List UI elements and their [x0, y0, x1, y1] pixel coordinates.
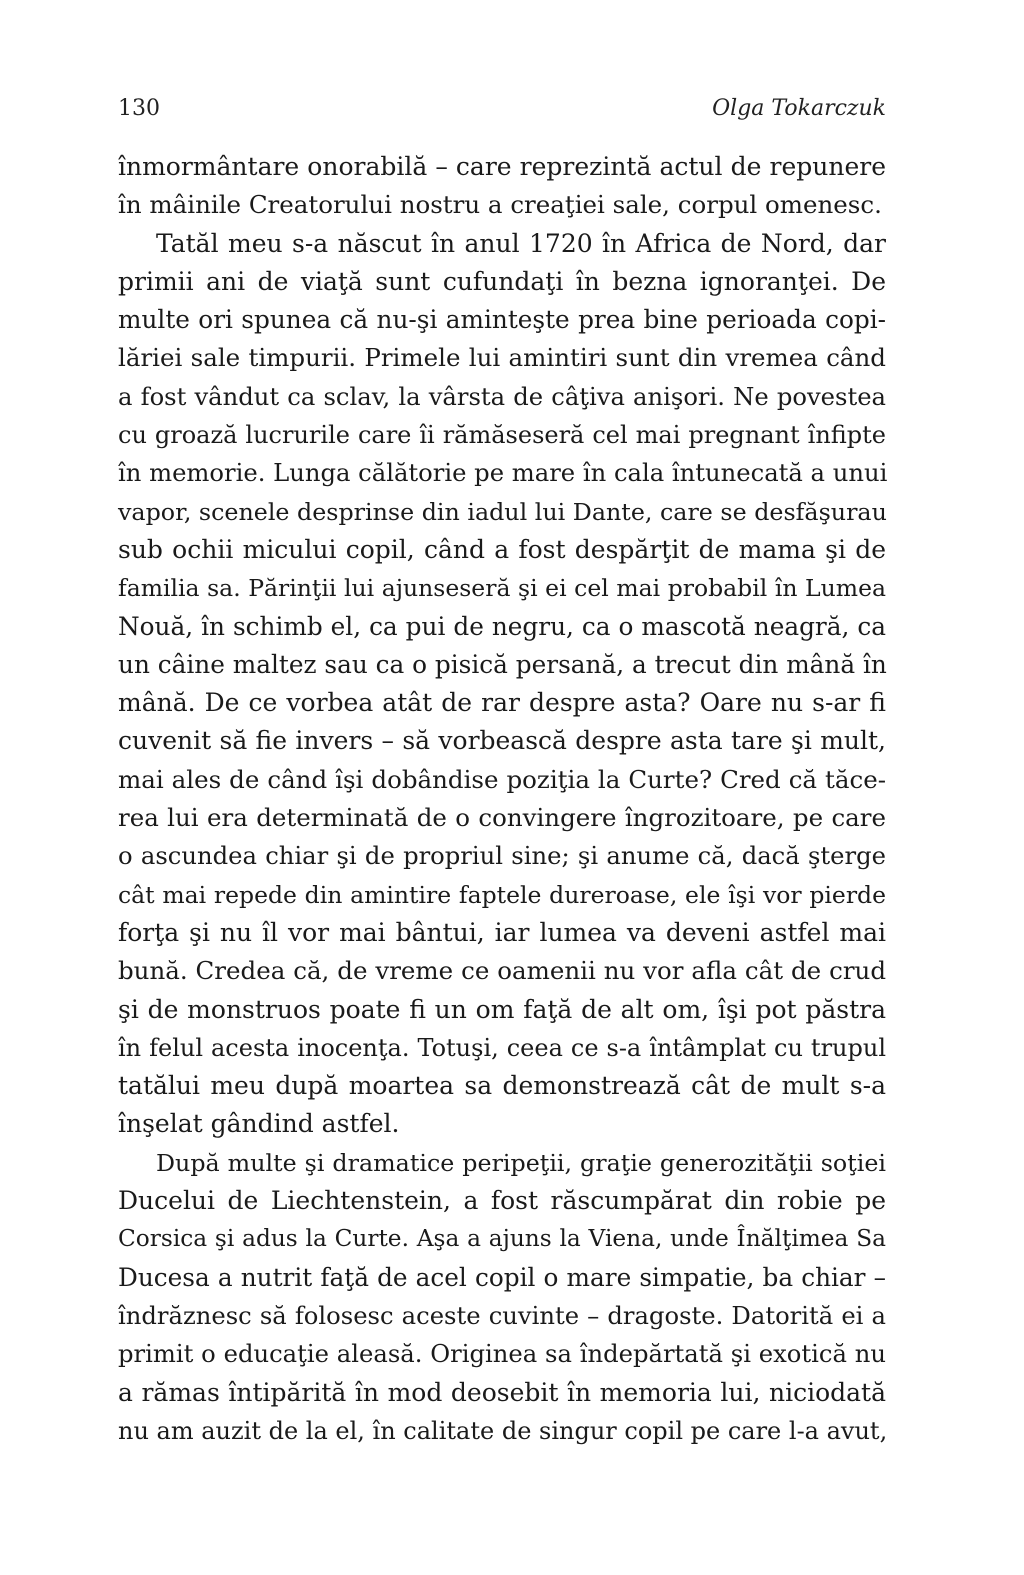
text-line: a rămas întipărită în mod deosebit în memoria lui, niciodată — [118, 1377, 886, 1407]
text-line: înmormântare onorabilă – care reprezintă actul de repunere — [118, 152, 886, 181]
text-line: Tatăl meu s-a născut în anul 1720 în Africa de Nord, dar — [156, 228, 886, 258]
text-line: în mâinile Creatorului nostru a creaţiei sale, corpul omenesc. — [118, 190, 882, 220]
text-line: familia sa. Părinţii lui ajunseseră şi ei cel mai probabil în Lumea — [118, 574, 886, 603]
text-line: o ascundea chiar şi de propriul sine; şi anume că, dacă şterge — [118, 841, 886, 871]
page-number: 130 — [118, 96, 160, 121]
text-line: mână. De ce vorbea atât de rar despre asta? Oare nu s-ar fi — [118, 688, 886, 718]
body-text — [118, 148, 886, 1450]
text-line: forţa şi nu îl vor mai bântui, iar lumea va deveni astfel mai — [118, 917, 886, 947]
author-name: Olga Tokarczuk — [712, 96, 886, 121]
text-line: Corsica şi adus la Curte. Aşa a ajuns la Viena, unde Înălţimea Sa — [118, 1225, 886, 1253]
text-line: primit o educaţie aleasă. Originea sa îndepărtată şi exotică nu — [118, 1339, 886, 1369]
text-line: îndrăznesc să folosesc aceste cuvinte – dragoste. Datorită ei a — [118, 1300, 886, 1330]
text-line: vapor, scenele desprinse din iadul lui Dante, care se desfăşurau — [118, 497, 887, 526]
text-line: lăriei sale timpurii. Primele lui amintiri sunt din vremea când — [118, 343, 886, 373]
text-line: în felul acesta inocenţa. Totuşi, ceea ce s-a întâmplat cu trupul — [118, 1033, 886, 1062]
text-line: tatălui meu după moartea sa demonstrează cât de mult s-a — [118, 1071, 886, 1101]
text-line: a fost vândut ca sclav, la vârsta de câţiva anişori. Ne povestea — [118, 381, 886, 411]
text-line: bună. Credea că, de vreme ce oamenii nu vor afla cât de crud — [118, 956, 886, 986]
text-line: cu groază lucrurile care îi rămăseseră cel mai pregnant înfipte — [118, 421, 886, 450]
text-line: sub ochii micului copil, când a fost despărţit de mama şi de — [118, 534, 886, 564]
text-line: cât mai repede din amintire faptele dureroase, ele îşi vor pierde — [118, 880, 886, 909]
text-line: multe ori spunea că nu-şi aminteşte prea bine perioada copi- — [118, 305, 886, 335]
text-line: nu am auzit de la el, în calitate de singur copil pe care l-a avut, — [118, 1416, 888, 1445]
text-line: rea lui era determinată de o convingere îngrozitoare, pe care — [118, 803, 886, 833]
text-line: Ducesa a nutrit faţă de acel copil o mare simpatie, ba chiar – — [118, 1262, 886, 1292]
text-line: mai ales de când îşi dobândise poziţia la Curte? Cred că tăce- — [118, 764, 886, 794]
text-line: După multe şi dramatice peripeţii, graţie generozităţii soţiei — [156, 1148, 886, 1177]
text-line: înşelat gândind astfel. — [118, 1109, 400, 1139]
text-line: cuvenit să fie invers – să vorbească despre asta tare şi mult, — [118, 726, 886, 756]
text-line: primii ani de viaţă sunt cufundaţi în bezna ignoranţei. De — [118, 266, 886, 296]
text-line: şi de monstruos poate fi un om faţă de alt om, îşi pot păstra — [118, 994, 886, 1024]
text-line: Ducelui de Liechtenstein, a fost răscumpărat din robie pe — [118, 1186, 886, 1216]
text-line: Nouă, în schimb el, ca pui de negru, ca o mascotă neagră, ca — [118, 611, 886, 641]
running-head — [118, 96, 886, 128]
text-line: în memorie. Lunga călătorie pe mare în cala întunecată a unui — [118, 458, 888, 488]
text-line: un câine maltez sau ca o pisică persană, a trecut din mână în — [118, 649, 887, 679]
